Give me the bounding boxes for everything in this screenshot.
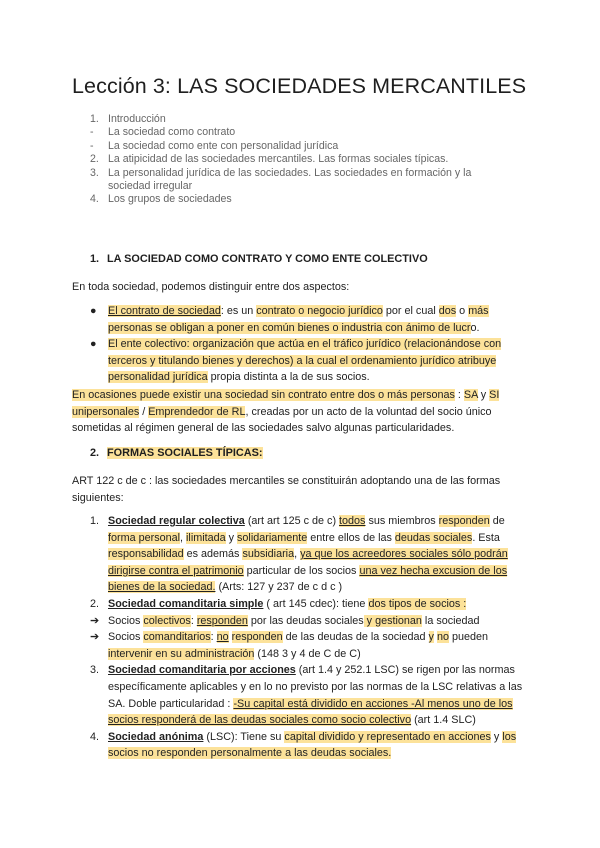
toc-item [72, 126, 512, 139]
toc-item-text: La sociedad como ente con personalidad jurídica [108, 139, 339, 152]
bullet-icon: ● [90, 338, 97, 351]
list-item [72, 729, 527, 762]
list-item-number: 2. [90, 597, 100, 610]
text-run: y [477, 389, 490, 401]
text-run: (148 3 y 4 de C de C) [254, 647, 361, 660]
list-item [72, 613, 527, 630]
text-run: los socios no responden personalmente a las deudas sociales. [108, 730, 517, 760]
toc-item-marker: 2. [90, 153, 99, 166]
text-run: una vez hecha excusion de los bienes de la sociedad. [108, 564, 508, 594]
bullet-icon: ● [90, 305, 97, 317]
section-1-bullet-list [72, 303, 527, 386]
text-run: pueden [448, 631, 488, 644]
text-run: de las deudas de la sociedad [282, 631, 429, 644]
toc-item-marker: 4. [90, 193, 99, 206]
text-run: y [428, 631, 434, 644]
text-run: : [190, 614, 197, 627]
list-item [72, 513, 527, 596]
text-run: subsidiaria [242, 548, 295, 561]
text-run: y gestionan [363, 614, 422, 627]
text-run: y [490, 730, 503, 743]
text-run: , [180, 531, 187, 544]
toc-item-text: Los grupos de sociedades [108, 193, 232, 206]
list-item [72, 596, 527, 613]
toc-item-marker: 3. [90, 166, 99, 179]
text-run: responden [196, 614, 248, 627]
toc-item-text: La atipicidad de las sociedades mercantiles. Las formas sociales típicas. [108, 153, 449, 166]
text-run: SA [463, 389, 478, 401]
text-run: o. [470, 321, 480, 334]
text-run: ilimitada [186, 531, 226, 544]
section-2-title: FORMAS SOCIALES TÍPICAS: [107, 447, 263, 459]
toc-item-text: Introducción [108, 113, 166, 125]
text-run: por las deudas sociales [247, 614, 364, 627]
text-run: , [294, 548, 301, 561]
arrow-icon: ➔ [90, 631, 100, 644]
text-run: no [216, 631, 229, 644]
text-run: colectivos [143, 614, 191, 627]
text-run: responden [231, 631, 283, 644]
section-1-number: 1. [90, 253, 100, 265]
text-run: : [210, 631, 217, 644]
list-item [72, 336, 527, 386]
text-run: SI unipersonales [72, 389, 500, 418]
arrow-icon: ➔ [90, 614, 100, 627]
text-run: dos [438, 305, 457, 317]
list-item-text [108, 303, 527, 336]
section-1-intro: En toda sociedad, podemos distinguir entre dos aspectos: [72, 281, 350, 293]
section-1-title: LA SOCIEDAD COMO CONTRATO Y COMO ENTE COLECTIVO [107, 253, 428, 265]
text-run: Sociedad anónima [108, 730, 204, 743]
text-run: : [454, 389, 464, 401]
list-item-number: 1. [90, 515, 100, 527]
text-run: comanditarios [143, 631, 211, 644]
text-run: El contrato de sociedad [108, 305, 221, 317]
text-run: o [456, 305, 469, 317]
toc-item-marker: 1. [90, 113, 99, 125]
text-run: : es un [220, 305, 257, 317]
toc-item [72, 113, 512, 126]
text-run: por el cual [382, 305, 439, 317]
text-run: forma personal [108, 531, 181, 544]
text-run: dos tipos de socios : [368, 597, 467, 610]
text-run: todos [339, 515, 366, 527]
text-run: intervenir en su administración [108, 647, 255, 660]
text-run: El ente colectivo: organización que actúa en el tráfico jurídico (relacionándose con terceros y titulando bienes y derechos) a la cual el ordenamiento jurídico atribuye personalidad jurídica [108, 338, 502, 384]
toc-item [72, 167, 512, 194]
text-run: (art 1.4 SLC) [411, 714, 476, 727]
text-run: más personas se obligan a poner en común bienes o industria con ánimo de lucr [108, 305, 489, 334]
text-run: y [225, 531, 238, 544]
text-run: / [139, 405, 149, 418]
text-run: . Esta [472, 531, 500, 544]
list-item [72, 662, 527, 728]
page-title: Lección 3: LAS SOCIEDADES MERCANTILES [72, 74, 527, 98]
text-run: -Su capital está dividido en acciones -Al menos uno de los socios responderá de las deudas sociales como socio colectivo [108, 697, 513, 727]
text-run: , creadas por un acto de la voluntad del socio único sometidas al régimen general de las sociedades salvo algunas particularidades. [72, 405, 492, 435]
text-run: Sociedad comanditaria simple [108, 597, 264, 610]
text-run: (LSC): Tiene su [203, 730, 285, 743]
text-run: particular de los socios [243, 564, 360, 577]
text-run: (Arts: 127 y 237 de c d c ) [215, 581, 343, 594]
text-run: (art art 125 c de c) [244, 515, 340, 527]
text-run: sus miembros [365, 515, 439, 527]
text-run: deudas sociales [394, 531, 473, 544]
text-run: Sociedad regular colectiva [108, 515, 245, 527]
text-run: ya que los acreedores sociales sólo podrán dirigirse contra el patrimonio [108, 548, 508, 577]
section-2-forms-list [72, 513, 527, 762]
list-item [72, 303, 527, 336]
text-run: solidariamente [237, 531, 308, 544]
toc-item [72, 140, 512, 153]
toc-item-marker: - [90, 139, 94, 152]
text-run: propia distinta a la de sus socios. [207, 371, 370, 384]
section-2-number: 2. [90, 447, 100, 459]
list-item [72, 629, 527, 662]
text-run: En ocasiones puede existir una sociedad sin contrato entre dos o más personas [72, 389, 455, 401]
toc-item-marker: - [90, 126, 94, 139]
list-item-text [108, 662, 527, 728]
text-run: Emprendedor de RL [148, 405, 246, 418]
list-item-number: 3. [90, 664, 100, 677]
list-item-text [108, 729, 527, 762]
text-run: ( art 145 cdec): tiene [263, 597, 369, 610]
toc-item [72, 193, 512, 206]
list-item-number: 4. [90, 730, 100, 743]
text-run: Socios [108, 631, 144, 644]
toc-item-text: La personalidad jurídica de las sociedades. Las sociedades en formación y la sociedad irregular [108, 166, 472, 193]
text-run: no [436, 631, 449, 644]
text-run: de [489, 515, 505, 527]
list-item-text [108, 596, 527, 613]
toc-item-text: La sociedad como contrato [108, 126, 236, 139]
section-2-heading [90, 447, 263, 459]
section-2-intro: ART 122 c de c : las sociedades mercantiles se constituirán adoptando una de las formas siguientes: [72, 475, 501, 504]
section-1-note [72, 387, 527, 437]
table-of-contents [72, 113, 512, 207]
text-run: (art 1.4 y 252.1 LSC) se rigen por las normas específicamente aplicables y en lo no previsto por las normas de la LSC relativas a las SA. Doble particularidad : [108, 664, 523, 710]
text-run: contrato o negocio jurídico [256, 305, 383, 317]
text-run: Sociedad comanditaria por acciones [108, 664, 296, 677]
list-item-text [108, 629, 527, 662]
text-run: responden [438, 515, 490, 527]
text-run: la sociedad [421, 614, 480, 627]
list-item-text [108, 613, 527, 630]
list-item-text [108, 336, 527, 386]
list-item-text [108, 513, 527, 596]
text-run: capital dividido y representado en acciones [284, 730, 491, 743]
text-run: Socios [108, 614, 144, 627]
section-1-heading [90, 253, 428, 265]
toc-item [72, 153, 512, 166]
text-run: entre ellos de las [307, 531, 395, 544]
text-run: es además [183, 548, 243, 561]
text-run: responsabilidad [108, 548, 184, 561]
